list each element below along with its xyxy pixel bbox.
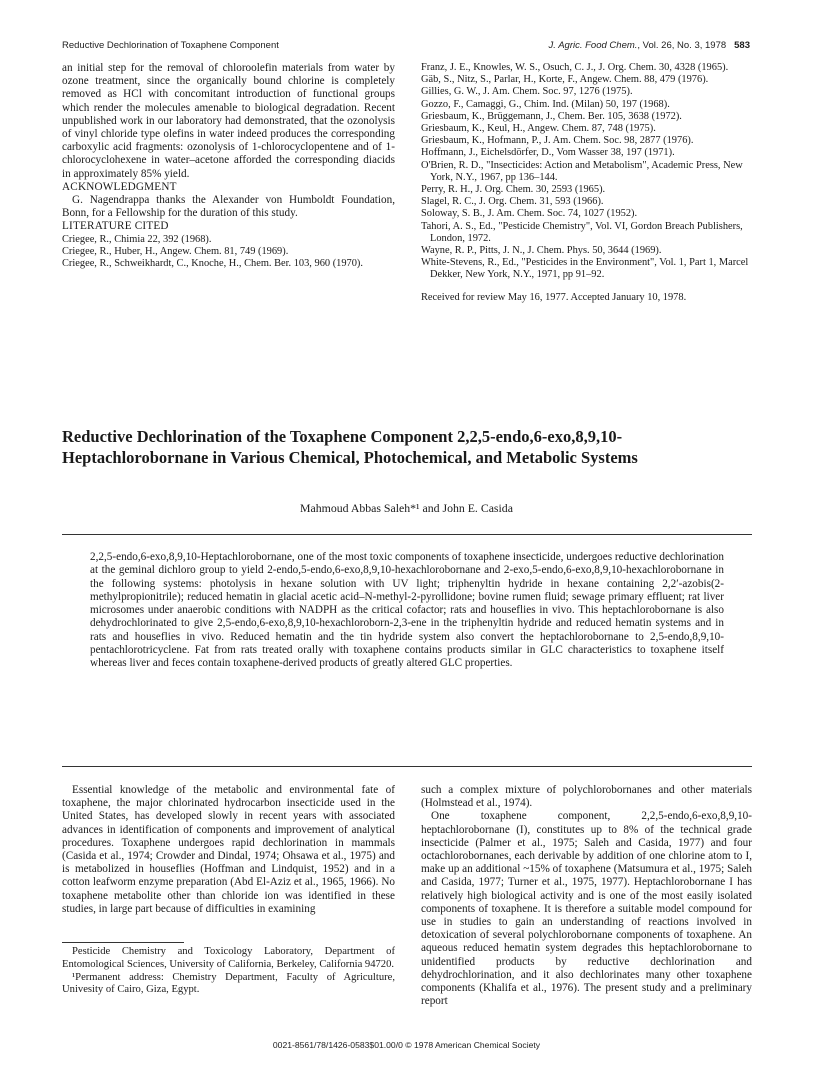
reference-item: Perry, R. H., J. Org. Chem. 30, 2593 (1965). (421, 184, 606, 196)
literature-cited-heading: LITERATURE CITED (62, 220, 169, 233)
page-number: 583 (734, 40, 750, 51)
body-right-column (421, 784, 752, 1008)
article-abstract: 2,2,5-endo,6-exo,8,9,10-Heptachlorobornane, one of the most toxic components of toxaphene insecticide, undergoes reductive dechlorination at the geminal dichloro group to yield 2-endo,5-endo,6-exo,8,9,10-hexachlorobornane and 2-exo,5-endo,6-exo,8,9,10-hexachlorobornane in the following systems: photolysis in hexane solution with UV light; triphenyltin hydride in hexane containing 2,2′-azobis(2-methylpropionitrile); reduced hematin in glacial acetic acid–N-methyl-2-pyrollidone; bovine rumen fluid; sewage primary effluent; rat liver microsomes under anaerobic conditions with NADPH as the critical cofactor; rats and houseflies in vivo. This heptachlorobornane is also dehydrochlorinated to give 2,5-endo,6-exo,8,9,10-hexachloroborn-2,3-ene in the triphenyltin hydride and reduced hematin systems and in rats and houseflies in vivo. Reduced hematin and the tin hydride system also convert the heptachlorobornane to 2,5-endo,8,9,10-pentachlorotricyclene. Fat from rats treated orally with toxaphene contains products similar in GLC characteristics to toxaphene itself whereas liver and feces contain toxaphene-derived products of greatly altered GLC properties. (90, 551, 724, 670)
acknowledgment-heading: ACKNOWLEDGMENT (62, 180, 177, 193)
reference-item: Gäb, S., Nitz, S., Parlar, H., Korte, F., Angew. Chem. 88, 479 (1976). (421, 74, 709, 86)
copyright-footer: 0021-8561/78/1426-0583$01.00/0 © 1978 American Chemical Society (272, 1040, 541, 1050)
reference-item: Franz, J. E., Knowles, W. S., Osuch, C. J., J. Org. Chem. 30, 4328 (1965). (421, 62, 729, 73)
reference-item: Tahori, A. S., Ed., "Pesticide Chemistry", Vol. VI, Gordon Breach Publishers, London, 1972. (421, 220, 743, 244)
reference-item: Gillies, G. W., J. Am. Chem. Soc. 97, 1276 (1975). (421, 86, 633, 98)
reference-item: Hoffmann, J., Eichelsdörfer, D., Vom Wasser 38, 197 (1971). (421, 147, 675, 159)
footnote-rule (62, 942, 184, 943)
reference-item: Griesbaum, K., Hofmann, P., J. Am. Chem. Soc. 98, 2877 (1976). (421, 135, 694, 147)
reference-item: White-Stevens, R., Ed., "Pesticides in the Environment", Vol. 1, Part 1, Marcel Dekker, New York, N.Y., 1971, pp 91–92. (421, 257, 749, 281)
acknowledgment-text: G. Nagendrappa thanks the Alexander von Humboldt Foundation, Bonn, for a Fellowship for the duration of this study. (62, 194, 395, 220)
journal-citation (549, 40, 750, 51)
body-paragraph: such a complex mixture of polychlorobornanes and other materials (Holmstead et al., 1974). (421, 784, 752, 810)
permanent-address-footnote: ¹Permanent address: Chemistry Department, Faculty of Agriculture, Univesity of Cairo, Giza, Egypt. (62, 971, 395, 996)
running-header-title: Reductive Dechlorination of Toxaphene Component (62, 40, 279, 51)
journal-volume: , Vol. 26, No. 3, 1978 (637, 40, 727, 51)
reference-item: Slagel, R. C., J. Org. Chem. 31, 593 (1966). (421, 196, 604, 208)
previous-article-left-column (62, 62, 395, 270)
abstract-top-rule (62, 534, 752, 535)
article-authors: Mahmoud Abbas Saleh*¹ and John E. Casida (300, 501, 513, 515)
footnotes (62, 946, 395, 997)
body-paragraph: Essential knowledge of the metabolic and environmental fate of toxaphene, the major chlorinated hydrocarbon insecticide used in the United States, has developed slowly in recent years with associated advances in identification of components and improvement of analytical procedures. Toxaphene undergoes rapid dechlorination in mammals (Casida et al., 1974; Crowder and Dindal, 1974; Ohsawa et al., 1975) and is metabolized in houseflies (Hoffman and Lindquist, 1952) and in a cotton leafworm enzyme preparation (Abd El-Aziz et al., 1965, 1966). No toxaphene metabolite other than chloride ion was identified in these studies, in large part because of difficulties in examining (62, 784, 395, 915)
running-header (62, 40, 750, 54)
reference-item: Wayne, R. P., Pitts, J. N., J. Chem. Phys. 50, 3644 (1969). (421, 245, 662, 257)
body-left-column (62, 784, 395, 916)
reference-item: Griesbaum, K., Keul, H., Angew. Chem. 87, 748 (1975). (421, 123, 656, 135)
previous-article-paragraph: an initial step for the removal of chloroolefin materials from water by ozone treatment, since the organically bound chlorine is completely removed as HCl with concomitant introduction of functional groups which render the molecules amenable to biological degradation. Recent unpublished work in our laboratory had demonstrated, that the ozonolysis of vinyl chloride type olefins in water indeed produces the corresponding carboxylic acid fragments: ozonolysis of 1-chlorocyclopentene and of 1-chlorocyclohexene in water–acetone afforded the corresponding diacids in approximately 85% yield. (62, 62, 395, 180)
affiliation-footnote: Pesticide Chemistry and Toxicology Laboratory, Department of Entomological Sciences, University of California, Berkeley, California 94720. (62, 946, 395, 970)
reference-item: Criegee, R., Chimia 22, 392 (1968). (62, 233, 212, 245)
reference-item: Soloway, S. B., J. Am. Chem. Soc. 74, 1027 (1952). (421, 208, 638, 220)
reference-item: Criegee, R., Schweikhardt, C., Knoche, H., Chem. Ber. 103, 960 (1970). (62, 258, 363, 270)
body-paragraph: One toxaphene component, 2,2,5-endo,6-exo,8,9,10-heptachlorobornane (I), constitutes up to 8% of the technical grade insecticide (Palmer et al., 1975; Saleh and Casida, 1977) and four octachlorobornanes, each derivable by addition of one chlorine atom to I, make up an additional ~15% of toxaphene (Matsumura et al., 1975; Saleh and Casida, 1977; Turner et al., 1975, 1977). Heptachlorobornane I has relatively high biological activity and is one of the most easily isolated components of toxaphene. It is therefore a suitable model compound for use in studies to gain an understanding of reactions involved in detoxication of several polychlorobornane components of toxaphene. An aqueous reduced hematin system degrades this heptachlorobornane to unidentified products by reductive dechlorination and dehydrochlorination, and it also dechlorinates many other toxaphene components (Khalifa et al., 1976). The present study and a preliminary report (421, 810, 752, 1008)
previous-article-right-column (421, 62, 752, 304)
journal-name: J. Agric. Food Chem. (548, 40, 638, 51)
reference-item: Gozzo, F., Camaggi, G., Chim. Ind. (Milan) 50, 197 (1968). (421, 98, 670, 110)
reference-item: O'Brien, R. D., "Insecticides: Action and Metabolism", Academic Press, New York, N.Y., 1967, pp 136–144. (421, 159, 743, 183)
reference-item: Criegee, R., Huber, H., Angew. Chem. 81, 749 (1969). (62, 245, 289, 257)
reference-item: Griesbaum, K., Brüggemann, J., Chem. Ber. 105, 3638 (1972). (421, 110, 682, 122)
abstract-bottom-rule (62, 766, 752, 767)
article-title: Reductive Dechlorination of the Toxaphene Component 2,2,5-endo,6-exo,8,9,10-Heptachlorobornane in Various Chemical, Photochemical, and Metabolic Systems (62, 427, 638, 467)
received-date: Received for review May 16, 1977. Accepted January 10, 1978. (421, 291, 687, 303)
